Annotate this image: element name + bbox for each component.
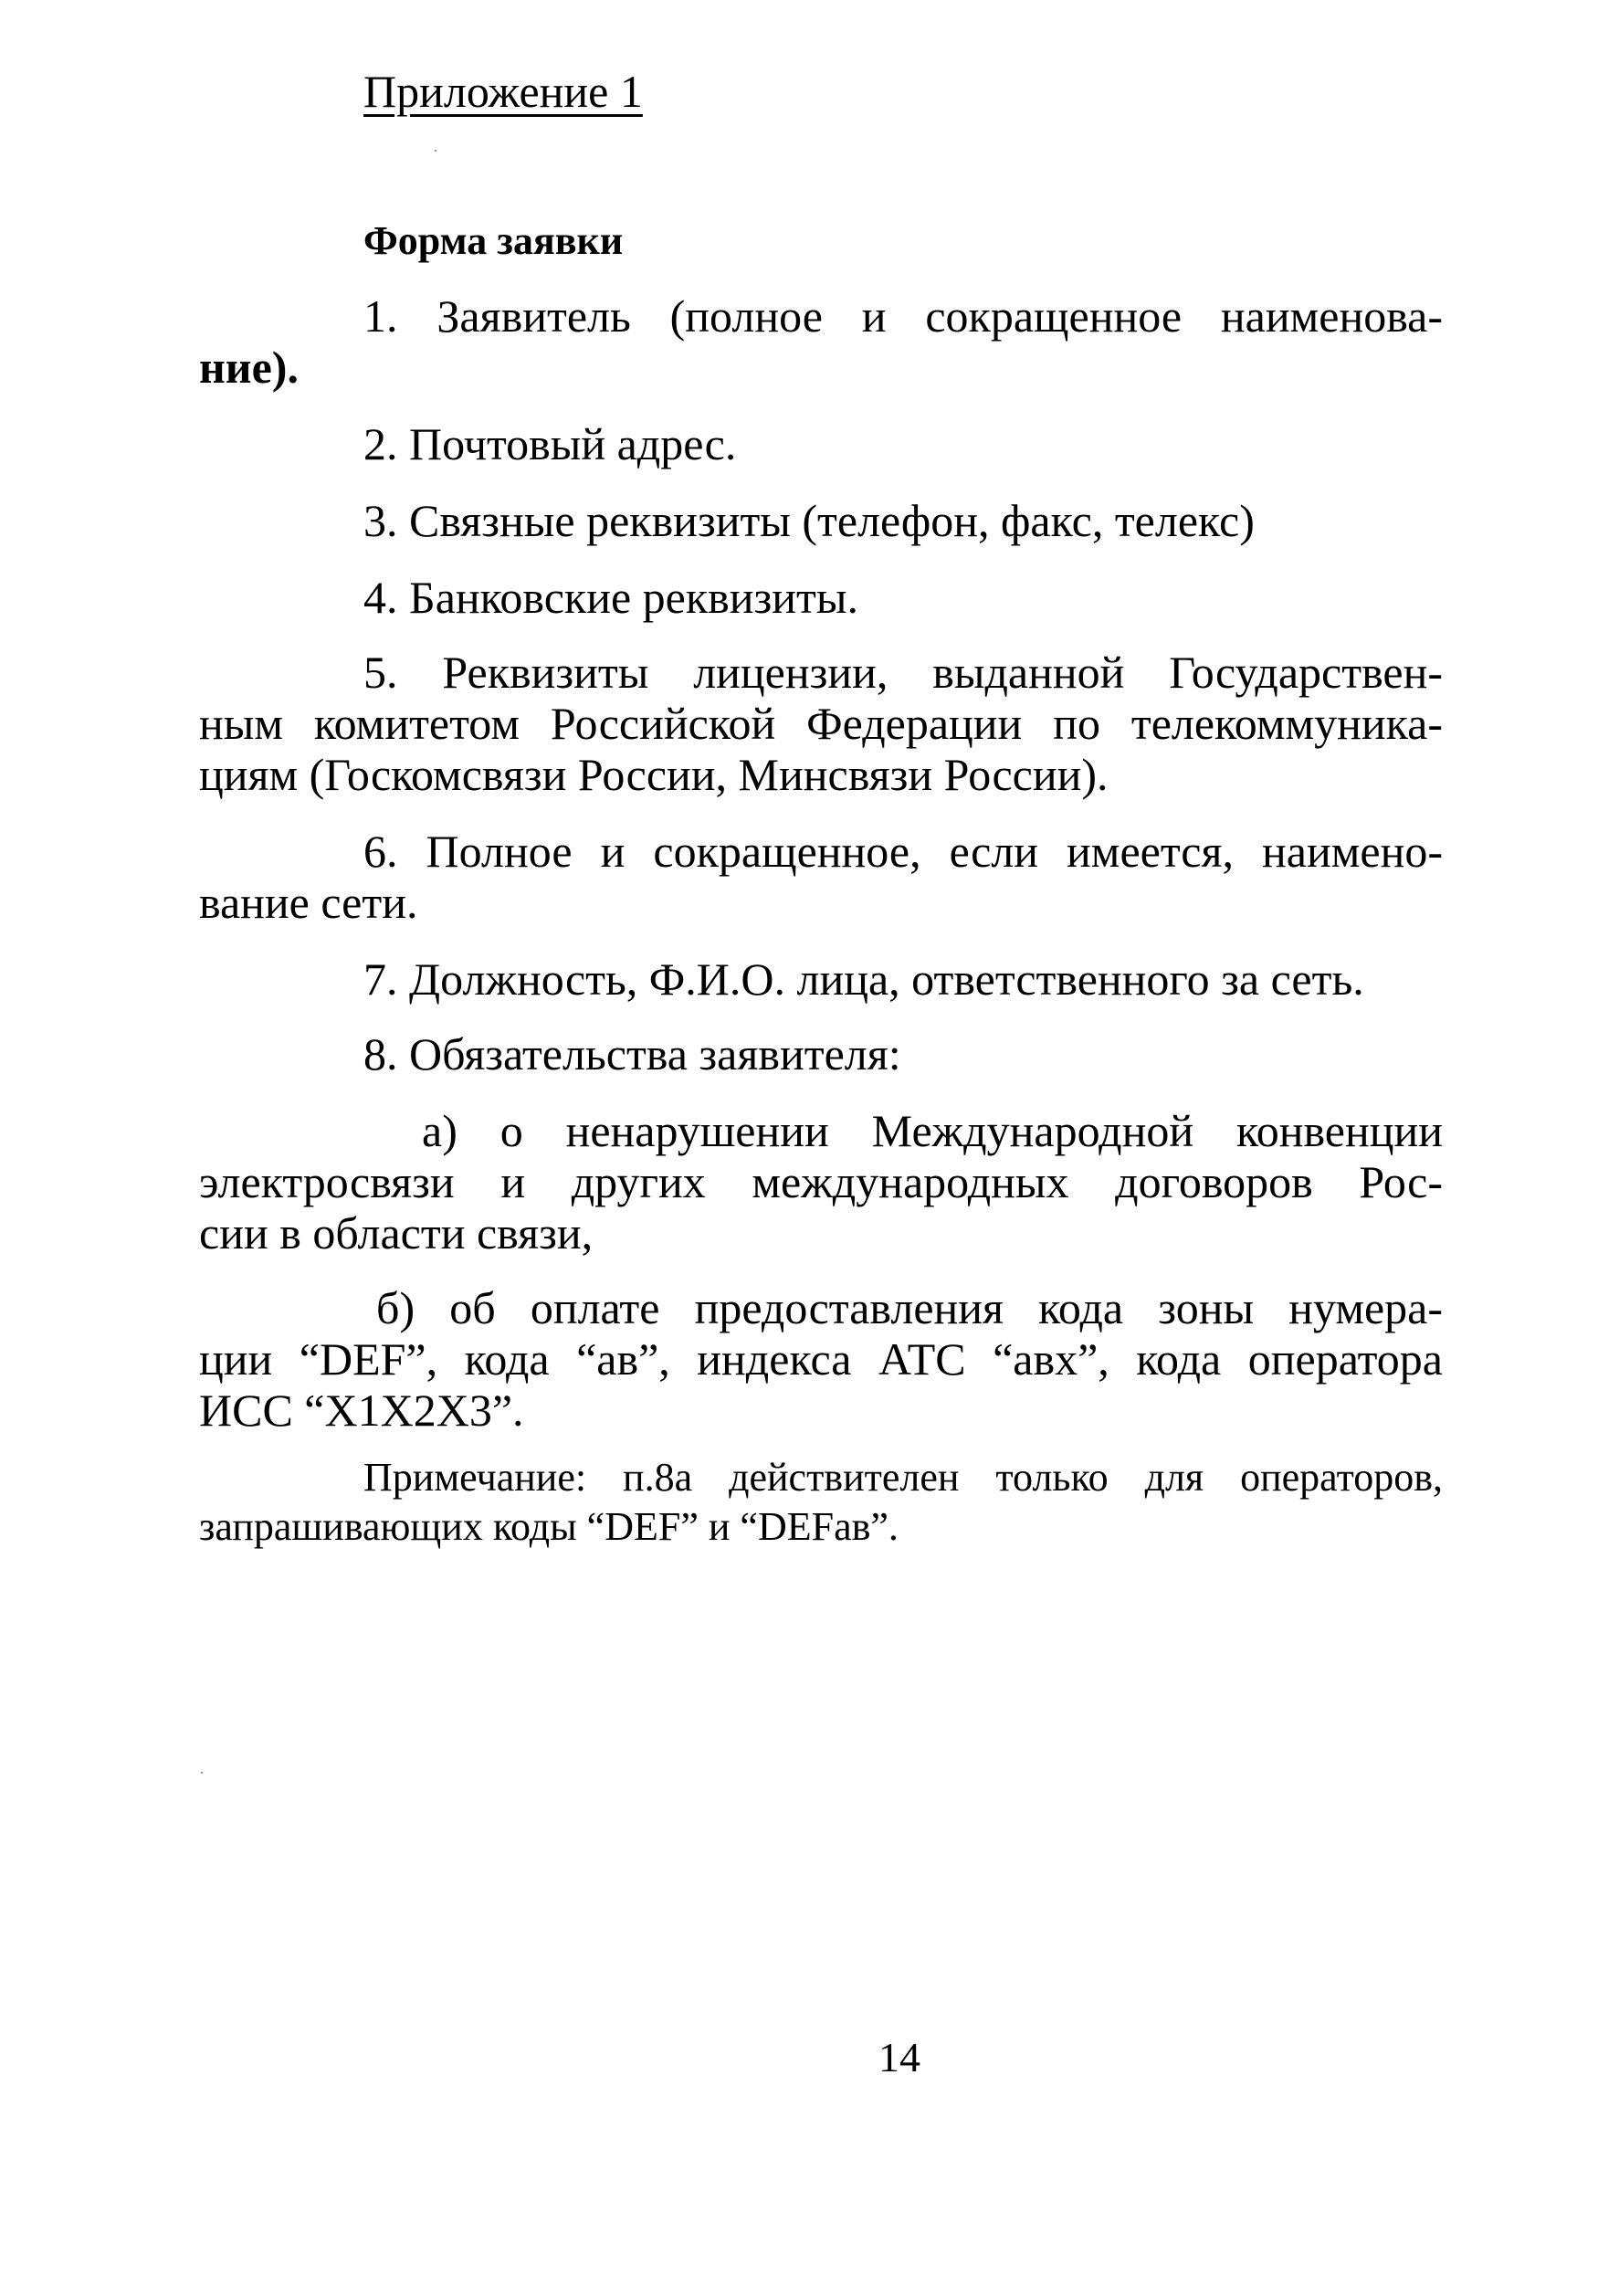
item-8a-line-2: электросвязи и других международных договоров Рос- (199, 1156, 1443, 1207)
item-8b-line-2: ции “DEF”, кода “ав”, индекса АТС “авх”, кода оператора (199, 1333, 1443, 1385)
item-8b-line-3: ИСС “X1X2X3”. (199, 1385, 524, 1436)
note-line-1: Примечание: п.8а действителен только для операторов, (363, 1455, 1443, 1500)
annex-title: Приложение 1 (363, 66, 643, 117)
item-8: 8. Обязательства заявителя: (363, 1028, 901, 1080)
item-5-line-2: ным комитетом Российской Федерации по телекоммуника- (199, 698, 1443, 749)
item-2: 2. Почтовый адрес. (363, 418, 737, 469)
scan-speck (201, 1772, 203, 1774)
scan-speck (435, 150, 436, 152)
item-8b-line-1: б) об оплате предоставления кода зоны нумера- (376, 1282, 1443, 1333)
item-3: 3. Связные реквизиты (телефон, факс, телекс) (363, 495, 1255, 546)
item-8a-line-3: сии в области связи, (199, 1207, 594, 1259)
item-1-line-2: ние). (199, 342, 299, 393)
item-7: 7. Должность, Ф.И.О. лица, ответственного за сеть. (363, 953, 1364, 1005)
item-4: 4. Банковские реквизиты. (363, 572, 858, 623)
note-line-2: запрашивающих коды “DEF” и “DEFав”. (199, 1504, 899, 1549)
item-6-line-2: вание сети. (199, 877, 418, 928)
item-6-line-1: 6. Полное и сокращенное, если имеется, наимено- (363, 826, 1443, 877)
form-title: Форма заявки (363, 218, 624, 263)
item-1-line-1: 1. Заявитель (полное и сокращенное наименова- (363, 290, 1443, 342)
item-8a-line-1: а) о ненарушении Международной конвенции (422, 1105, 1443, 1156)
item-5-line-1: 5. Реквизиты лицензии, выданной Государствен- (363, 647, 1443, 698)
page-number: 14 (878, 2034, 920, 2080)
item-5-line-3: циям (Госкомсвязи России, Минсвязи России). (199, 749, 1109, 800)
